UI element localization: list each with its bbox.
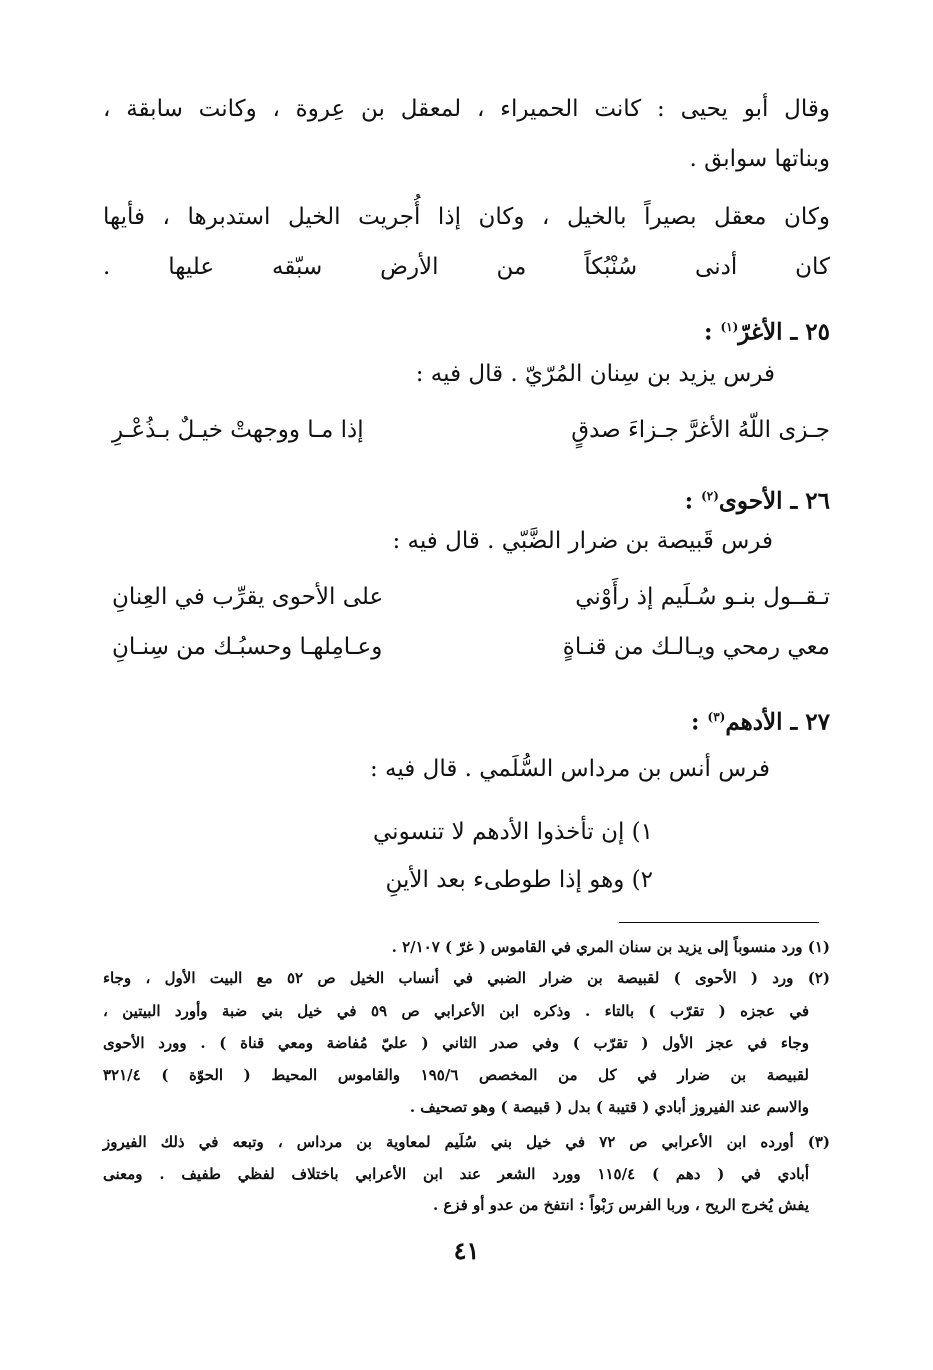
entry-26-heading bbox=[685, 479, 830, 519]
entry-26-colon: : bbox=[684, 487, 702, 515]
entry-27-title: ٢٧ ـ الأدهم bbox=[725, 708, 830, 736]
footnote-2-line-4: لقبيصة بن ضرار في كل من المخصص ١٩٥/٦ والقاموس المحيط ( الحوّة ) ٣٢١/٤ bbox=[103, 1066, 810, 1084]
footnote-2-line-5: والاسم عند الفيروز أبادي ( قتيبة ) بدل ( قبيصة ) وهو تصحيف . bbox=[409, 1098, 809, 1116]
entry-25-verse bbox=[112, 413, 830, 447]
entry-27-line-1: ١) إن تأخذوا الأدهم لا تنسوني bbox=[373, 819, 653, 845]
entry-27-footnote-ref: (٣) bbox=[707, 710, 726, 724]
footnote-3-line-2: أبادي في ( دهم ) ١١٥/٤ وورد الشعر عند ابن الأعرابي باختلاف لفظي طفيف . ومعنى bbox=[103, 1165, 809, 1183]
entry-27-colon: : bbox=[691, 708, 708, 736]
entry-25-footnote-ref: (١) bbox=[720, 320, 739, 334]
entry-26-verse-2 bbox=[112, 630, 830, 664]
entry-26-verse-1-second-hemistich: على الأحوى يقرِّب في العِنانِ bbox=[112, 584, 384, 610]
entry-25-colon: : bbox=[703, 318, 721, 346]
page-number: ٤١ bbox=[453, 1236, 480, 1265]
footnote-1: (١) ورد منسوباً إلى يزيد بن سنان المري في القاموس ( غرّ ) ٢/١٠٧ . bbox=[391, 938, 830, 956]
entry-26-verse-2-second-hemistich: وعـامِلهـا وحسبُـك من سِنـانِ bbox=[112, 634, 383, 660]
entry-26-verse-2-first-hemistich: معي رمحي ويـالـك من قنـاةٍ bbox=[562, 634, 830, 660]
entry-25-verse-first-hemistich: جـزى اللّهُ الأغرَّ جـزاءَ صدقٍ bbox=[571, 417, 830, 443]
entry-26-verse-1 bbox=[112, 580, 830, 614]
paragraph-2-line-1: وكان معقل بصيراً بالخيل ، وكان إذا أُجريت الخيل استدبرها ، فأيها bbox=[103, 204, 830, 230]
entry-25-title: ٢٥ ـ الأغرّ bbox=[738, 318, 830, 346]
entry-25-heading bbox=[704, 310, 830, 350]
entry-25-intro: فرس يزيد بن سِنان المُرّيّ . قال فيه : bbox=[415, 361, 775, 387]
footnote-2-line-1: (٢) ورد ( الأحوى ) لقبيصة بن ضرار الضبي في أنساب الخيل ص ٥٢ مع البيت الأول ، وجاء bbox=[103, 969, 830, 987]
footnote-separator bbox=[619, 922, 819, 923]
entry-26-verse-1-first-hemistich: تـقــول بنـو سُـلَيم إذ رأَوْني bbox=[575, 584, 830, 610]
paragraph-1-line-2: وبناتها سوابق . bbox=[689, 146, 830, 172]
footnote-3-line-1: (٣) أورده ابن الأعرابي ص ٧٢ في خيل بني سُلَيم لمعاوية بن مرداس ، وتبعه في ذلك الفيروز bbox=[103, 1133, 831, 1151]
entry-27-line-2: ٢) وهو إذا طوطىء بعد الأينِ bbox=[385, 867, 653, 893]
entry-26-footnote-ref: (٢) bbox=[701, 489, 719, 503]
entry-27-heading bbox=[691, 700, 830, 740]
entry-26-intro: فرس قَبيصة بن ضرار الضَّبّي . قال فيه : bbox=[392, 528, 773, 554]
entry-27-intro: فرس أنس بن مرداس السُّلَمي . قال فيه : bbox=[369, 756, 770, 782]
footnote-3-line-3: يفش يُخرج الريح ، وربا الفرس رَبْواً : انتفخ من عدو أو فزع . bbox=[432, 1196, 809, 1214]
paragraph-2-line-2: كان أدنى سُنْبُكاً من الأرض سبّقه عليها . bbox=[103, 254, 830, 280]
entry-25-verse-second-hemistich: إذا مـا ووجهتْ خيـلٌ بـذُعْـرِ bbox=[112, 417, 364, 443]
paragraph-1-line-1: وقال أبو يحيى : كانت الحميراء ، لمعقل بن عِروة ، وكانت سابقة ، bbox=[103, 96, 830, 122]
entry-26-title: ٢٦ ـ الأحوى bbox=[718, 487, 830, 515]
footnote-2-line-2: في عجزه ( تقرّب ) بالتاء . وذكره ابن الأعرابي ص ٥٩ في خيل بني ضبة وأورد البيتين ، bbox=[103, 1002, 809, 1020]
footnote-2-line-3: وجاء في عجز الأول ( تقرّب ) وفي صدر الثاني ( عليّ مُفاضة ومعي قناة ) . وورد الأحوى bbox=[103, 1034, 809, 1052]
